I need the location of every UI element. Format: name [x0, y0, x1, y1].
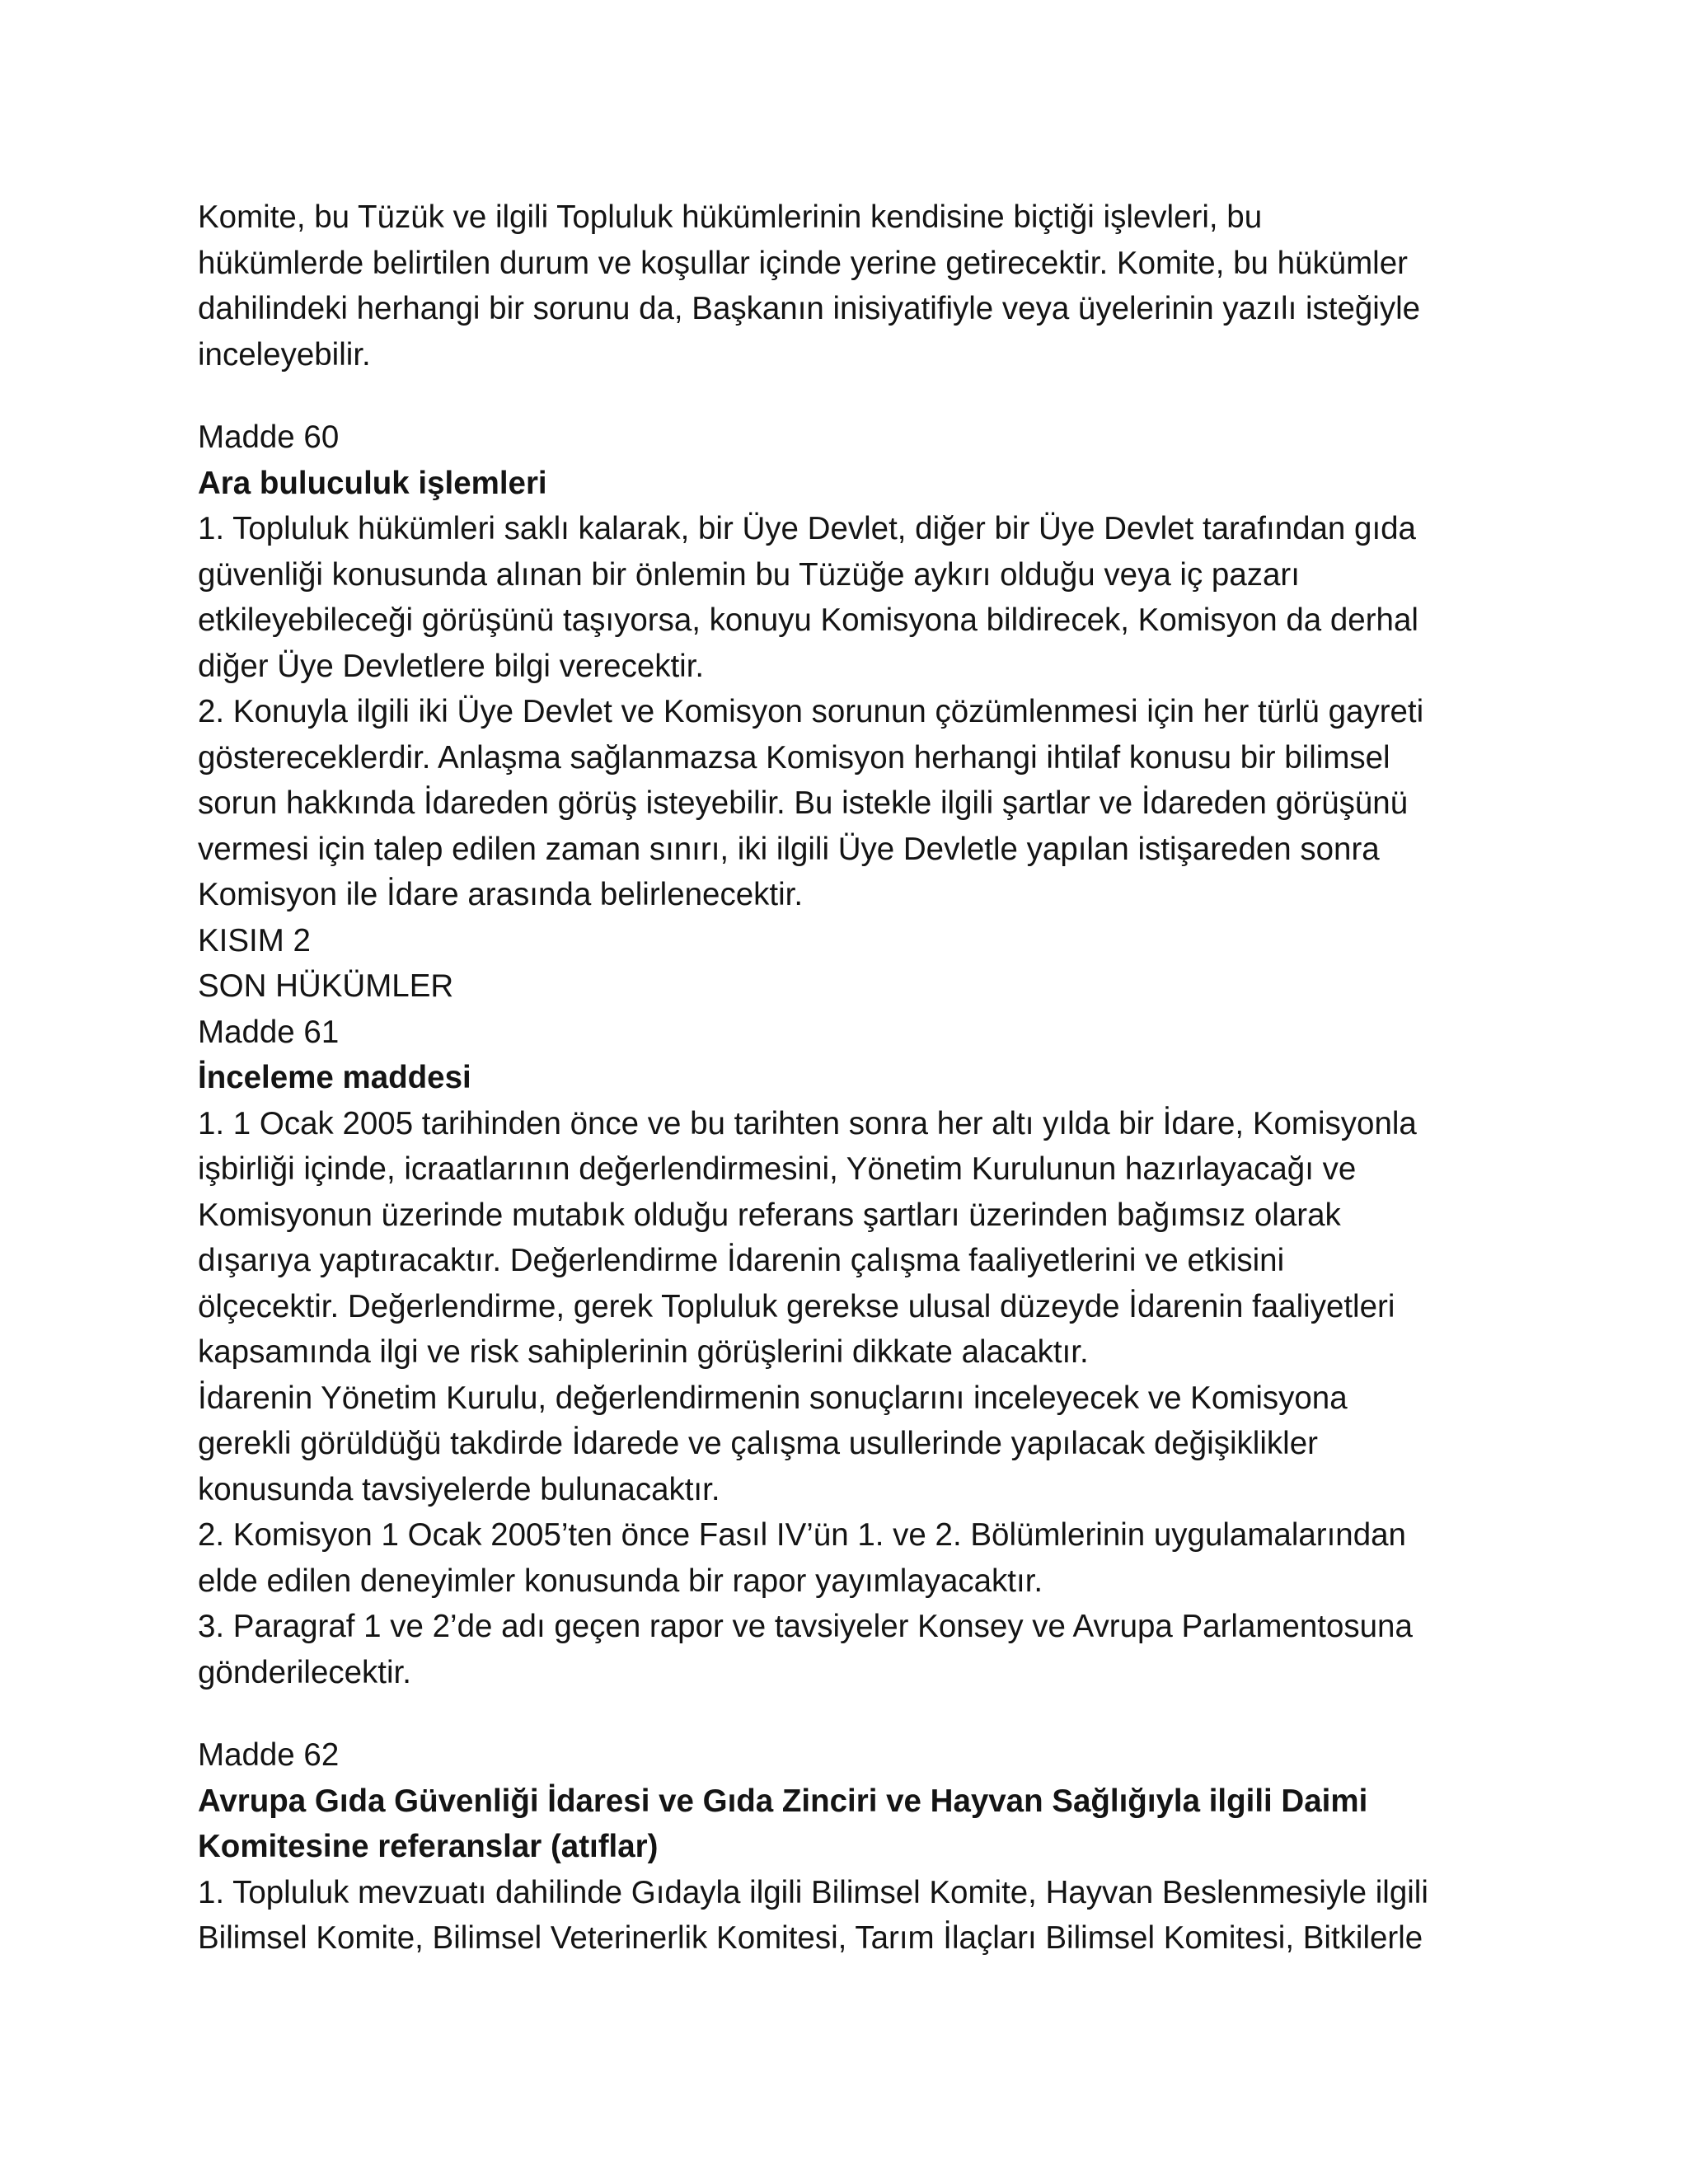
- article-title: İnceleme maddesi: [198, 1060, 471, 1095]
- text-line: 1. 1 Ocak 2005 tarihinden önce ve bu tarihten sonra her altı yılda bir İdare, Komisyonla: [198, 1105, 1417, 1141]
- text-line: işbirliği içinde, icraatlarının değerlendirmesini, Yönetim Kurulunun hazırlayacağı ve: [198, 1151, 1357, 1187]
- article-number: Madde 62: [198, 1737, 340, 1773]
- article-60: [198, 415, 1500, 918]
- text-line: 1. Topluluk hükümleri saklı kalarak, bir Üye Devlet, diğer bir Üye Devlet tarafından gıda: [198, 511, 1416, 546]
- text-line: hükümlerde belirtilen durum ve koşullar içinde yerine getirecektir. Komite, bu hükümler: [198, 245, 1408, 281]
- text-line: ölçecektir. Değerlendirme, gerek Topluluk gerekse ulusal düzeyde İdarenin faaliyetleri: [198, 1288, 1395, 1324]
- text-line: dahilindeki herhangi bir sorunu da, Başkanın inisiyatifiyle veya üyelerinin yazılı isteğiyle: [198, 291, 1421, 326]
- text-line: Komisyonun üzerinde mutabık olduğu referans şartları üzerinden bağımsız olarak: [198, 1197, 1341, 1233]
- article-title: Komitesine referanslar (atıflar): [198, 1829, 659, 1864]
- text-line: inceleyebilir.: [198, 336, 371, 373]
- part-title: SON HÜKÜMLER: [198, 968, 454, 1004]
- article-number: Madde 61: [198, 1014, 340, 1050]
- text-line: 1. Topluluk mevzuatı dahilinde Gıdayla ilgili Bilimsel Komite, Hayvan Beslenmesiyle ilgili: [198, 1874, 1428, 1910]
- article-61: [198, 1010, 1500, 1696]
- text-line: vermesi için talep edilen zaman sınırı, iki ilgili Üye Devletle yapılan istişareden sonra: [198, 831, 1380, 867]
- text-line: 3. Paragraf 1 ve 2’de adı geçen rapor ve tavsiyeler Konsey ve Avrupa Parlamentosuna: [198, 1609, 1413, 1644]
- text-line: gönderilecektir.: [198, 1654, 411, 1690]
- intro-paragraph: [198, 194, 1500, 377]
- text-line: güvenliği konusunda alınan bir önlemin bu Tüzüğe aykırı olduğu veya iç pazarı: [198, 556, 1300, 593]
- text-line: 2. Konuyla ilgili iki Üye Devlet ve Komisyon sorunun çözümlenmesi için her türlü gayreti: [198, 694, 1424, 729]
- text-line: İdarenin Yönetim Kurulu, değerlendirmenin sonuçlarını inceleyecek ve Komisyona: [198, 1380, 1348, 1416]
- article-title: Ara buluculuk işlemleri: [198, 465, 547, 501]
- document-page: [198, 194, 1500, 1961]
- text-line: 2. Komisyon 1 Ocak 2005’ten önce Fasıl IV’ün 1. ve 2. Bölümlerinin uygulamalarından: [198, 1517, 1406, 1553]
- text-line: diğer Üye Devletlere bilgi verecektir.: [198, 648, 705, 684]
- article-62: [198, 1732, 1500, 1961]
- text-line: konusunda tavsiyelerde bulunacaktır.: [198, 1471, 720, 1507]
- article-number: Madde 60: [198, 419, 340, 455]
- text-line: göstereceklerdir. Anlaşma sağlanmazsa Komisyon herhangi ihtilaf konusu bir bilimsel: [198, 739, 1390, 776]
- text-line: sorun hakkında İdareden görüş isteyebilir. Bu istekle ilgili şartlar ve İdareden görüşünü: [198, 785, 1409, 821]
- text-line: etkileyebileceği görüşünü taşıyorsa, konuyu Komisyona bildirecek, Komisyon da derhal: [198, 602, 1418, 638]
- paragraph-gap: [198, 377, 1500, 415]
- text-line: Komite, bu Tüzük ve ilgili Topluluk hükümlerinin kendisine biçtiği işlevleri, bu: [198, 199, 1263, 235]
- part-heading: [198, 918, 1500, 1010]
- text-line: gerekli görüldüğü takdirde İdarede ve çalışma usullerinde yapılacak değişiklikler: [198, 1426, 1318, 1461]
- text-line: elde edilen deneyimler konusunda bir rapor yayımlayacaktır.: [198, 1563, 1043, 1599]
- paragraph-gap: [198, 1695, 1500, 1732]
- text-line: dışarıya yaptıracaktır. Değerlendirme İdarenin çalışma faaliyetlerini ve etkisini: [198, 1243, 1285, 1278]
- text-line: Bilimsel Komite, Bilimsel Veterinerlik Komitesi, Tarım İlaçları Bilimsel Komitesi, Bitkilerle: [198, 1920, 1423, 1956]
- text-line: kapsamında ilgi ve risk sahiplerinin görüşlerini dikkate alacaktır.: [198, 1334, 1089, 1370]
- text-line: Komisyon ile İdare arasında belirlenecektir.: [198, 877, 804, 912]
- part-number: KISIM 2: [198, 922, 311, 958]
- article-title: Avrupa Gıda Güvenliği İdaresi ve Gıda Zinciri ve Hayvan Sağlığıyla ilgili Daimi: [198, 1783, 1368, 1819]
